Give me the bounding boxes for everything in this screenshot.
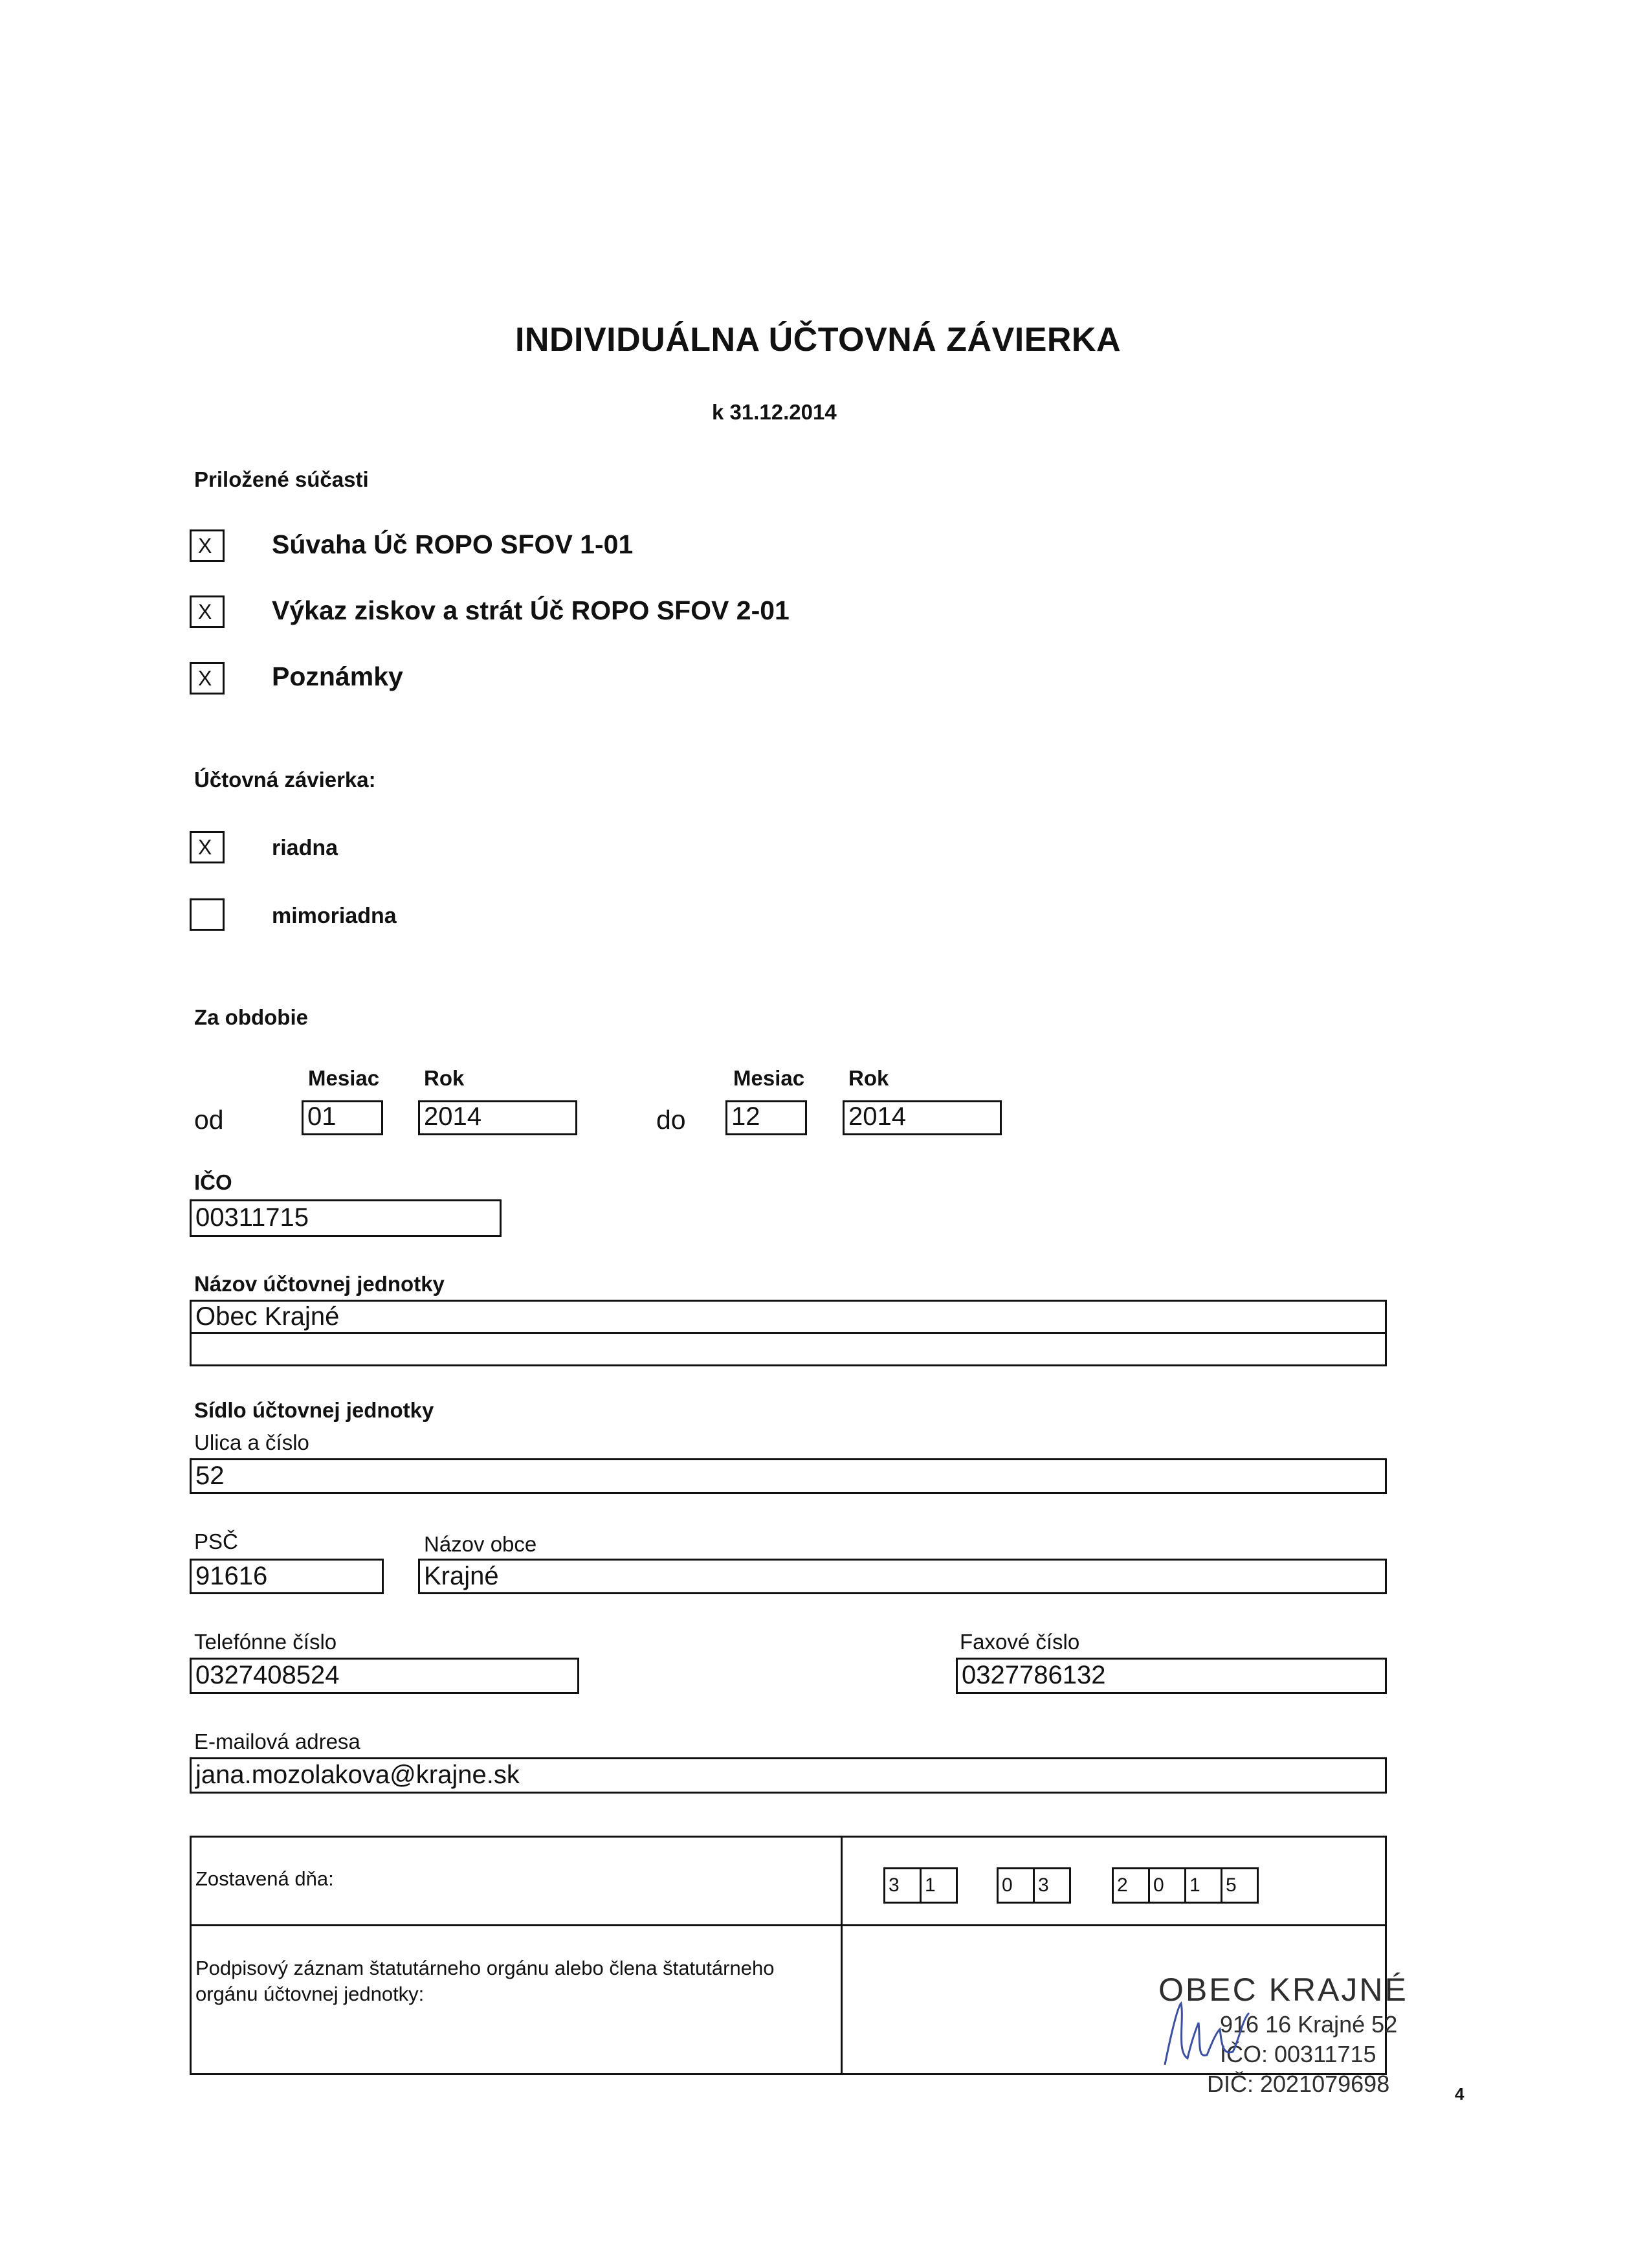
- ico-field[interactable]: 00311715: [190, 1199, 502, 1237]
- handwritten-signature: [1152, 1994, 1255, 2071]
- compiled-month-digit[interactable]: 3: [1033, 1867, 1071, 1904]
- to-year-field[interactable]: 2014: [843, 1100, 1002, 1135]
- email-field[interactable]: jana.mozolakova@krajne.sk: [190, 1757, 1387, 1794]
- zip-field[interactable]: 91616: [190, 1559, 384, 1594]
- compiled-label: Zostavená dňa:: [195, 1867, 334, 1890]
- stamp-address: 916 16 Krajné 52: [1220, 2011, 1398, 2038]
- phone-field[interactable]: 0327408524: [190, 1658, 579, 1694]
- seat-heading: Sídlo účtovnej jednotky: [194, 1398, 434, 1422]
- statement-type-heading: Účtovná závierka:: [194, 768, 376, 792]
- table-horizontal-divider: [192, 1924, 1385, 1926]
- signature-label: Podpisový záznam štatutárneho orgánu alebo člena štatutárneho orgánu účtovnej jednotky:: [195, 1957, 775, 2005]
- fax-field[interactable]: 0327786132: [956, 1658, 1387, 1694]
- period-heading: Za obdobie: [194, 1005, 308, 1029]
- from-label: od: [194, 1105, 224, 1135]
- from-year-field[interactable]: 2014: [418, 1100, 577, 1135]
- compiled-year-digit[interactable]: 0: [1148, 1867, 1186, 1904]
- label-mimoriadna: mimoriadna: [272, 904, 397, 928]
- checkbox-mimoriadna[interactable]: [190, 898, 225, 931]
- compiled-day-digit[interactable]: 3: [883, 1867, 922, 1904]
- street-label: Ulica a číslo: [194, 1430, 309, 1454]
- label-suvaha: Súvaha Úč ROPO SFOV 1-01: [272, 529, 634, 559]
- street-field[interactable]: 52: [190, 1458, 1387, 1494]
- compiled-year-digit[interactable]: 5: [1221, 1867, 1259, 1904]
- to-month-field[interactable]: 12: [725, 1100, 807, 1135]
- page-mark: 4: [1455, 2084, 1465, 2104]
- city-field[interactable]: Krajné: [418, 1559, 1387, 1594]
- email-label: E-mailová adresa: [194, 1729, 360, 1753]
- compiled-year-digit[interactable]: 2: [1112, 1867, 1150, 1904]
- stamp-dic: DIČ: 2021079698: [1207, 2071, 1390, 2097]
- label-vykaz: Výkaz ziskov a strát Úč ROPO SFOV 2-01: [272, 595, 790, 625]
- checkbox-riadna[interactable]: X: [190, 831, 225, 863]
- city-label: Názov obce: [424, 1532, 537, 1556]
- from-month-field[interactable]: 01: [302, 1100, 383, 1135]
- label-riadna: riadna: [272, 836, 338, 860]
- attached-parts-heading: Priložené súčasti: [194, 467, 369, 491]
- unit-name-field-line2[interactable]: [190, 1332, 1387, 1366]
- checkbox-poznamky[interactable]: X: [190, 662, 225, 695]
- unit-name-field-line1[interactable]: Obec Krajné: [190, 1300, 1387, 1334]
- from-year-label: Rok: [424, 1066, 465, 1090]
- table-vertical-divider: [841, 1838, 843, 2073]
- checkbox-vykaz[interactable]: X: [190, 595, 225, 628]
- ico-label: IČO: [194, 1170, 232, 1194]
- to-label: do: [656, 1105, 686, 1135]
- compiled-day-digit[interactable]: 1: [920, 1867, 958, 1904]
- compiled-month-digit[interactable]: 0: [997, 1867, 1035, 1904]
- stamp-name: OBEC KRAJNÉ: [1158, 1972, 1408, 2008]
- label-poznamky: Poznámky: [272, 662, 403, 691]
- zip-label: PSČ: [194, 1529, 238, 1553]
- document-title: INDIVIDUÁLNA ÚČTOVNÁ ZÁVIERKA: [514, 321, 1122, 359]
- as-of-date: k 31.12.2014: [712, 400, 837, 424]
- fax-label: Faxové číslo: [960, 1630, 1080, 1654]
- stamp-ico: IČO: 00311715: [1220, 2041, 1376, 2067]
- phone-label: Telefónne číslo: [194, 1630, 337, 1654]
- from-month-label: Mesiac: [308, 1066, 380, 1090]
- compiled-year-digit[interactable]: 1: [1184, 1867, 1222, 1904]
- checkbox-suvaha[interactable]: X: [190, 529, 225, 562]
- unit-name-label: Názov účtovnej jednotky: [194, 1272, 445, 1296]
- to-year-label: Rok: [848, 1066, 889, 1090]
- to-month-label: Mesiac: [733, 1066, 805, 1090]
